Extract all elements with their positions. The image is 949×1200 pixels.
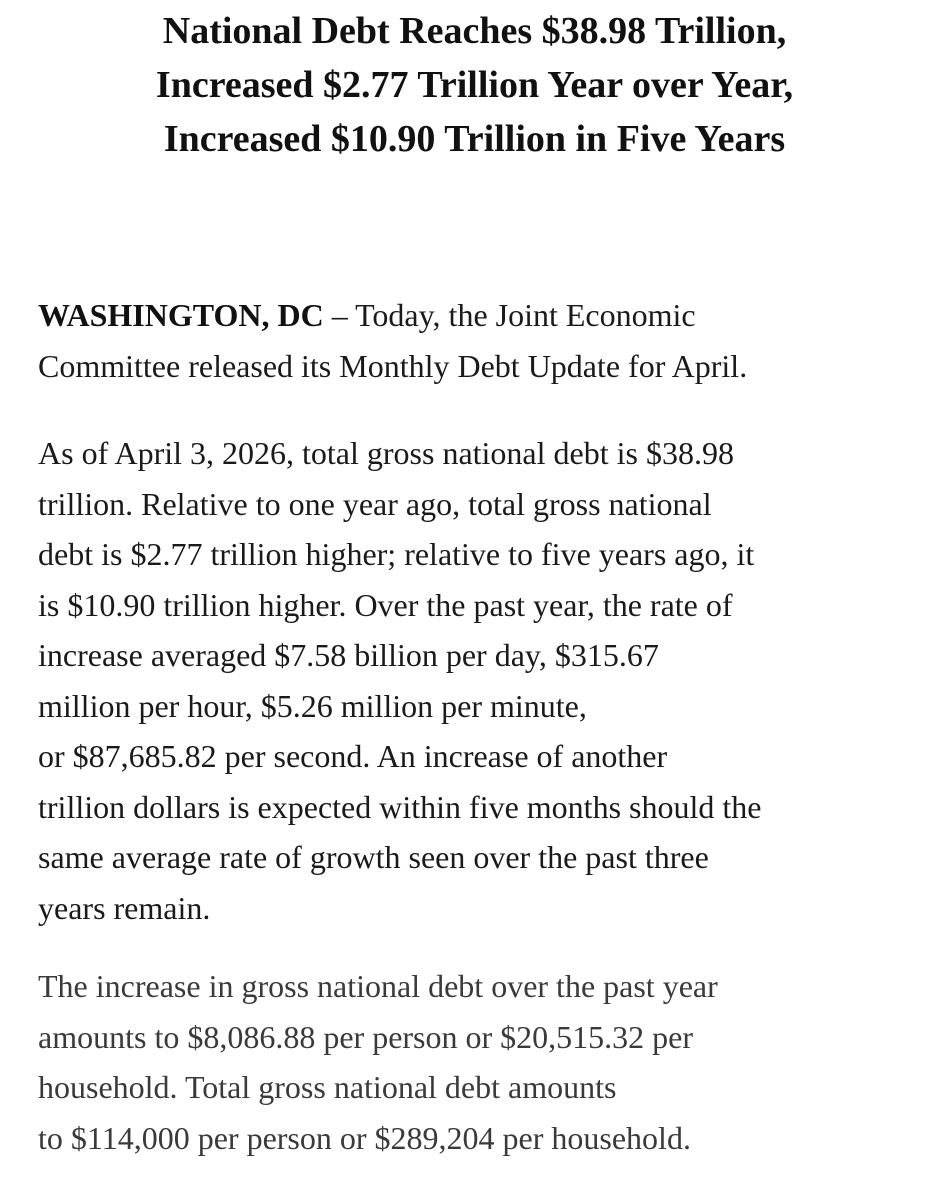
per-capita-line: The increase in gross national debt over the past year [38, 968, 718, 1004]
headline-line-1: National Debt Reaches $38.98 Trillion, [162, 10, 787, 52]
headline-line-2: Increased $2.77 Trillion Year over Year, [155, 64, 794, 106]
intro-line-2: Committee released its Monthly Debt Update for April. [38, 347, 748, 384]
debt-line: trillion dollars is expected within five months should the [38, 788, 762, 825]
intro-paragraph [38, 290, 918, 391]
intro-line-1 [38, 290, 918, 341]
headline-line-3: Increased $10.90 Trillion in Five Years [163, 118, 786, 160]
debt-line: years remain. [38, 889, 211, 926]
per-capita-paragraph [38, 961, 918, 1163]
debt-line: trillion. Relative to one year ago, total gross national [38, 485, 712, 522]
debt-line: debt is $2.77 trillion higher; relative to five years ago, it [38, 536, 755, 572]
debt-figures-paragraph [38, 428, 918, 933]
debt-line: increase averaged $7.58 billion per day, $315.67 [38, 637, 659, 673]
debt-line: million per hour, $5.26 million per minute, [38, 687, 587, 724]
intro-line-1-text: – Today, the Joint Economic [323, 297, 696, 333]
debt-line: As of April 3, 2026, total gross national debt is $38.98 [38, 435, 734, 471]
per-capita-line: to $114,000 per person or $289,204 per household. [38, 1119, 691, 1156]
headline [0, 0, 949, 166]
per-capita-line: household. Total gross national debt amounts [38, 1069, 617, 1105]
dateline: WASHINGTON, DC [38, 297, 324, 333]
per-capita-line: amounts to $8,086.88 per person or $20,515.32 per [38, 1018, 694, 1055]
debt-line: or $87,685.82 per second. An increase of another [38, 738, 668, 774]
debt-line: same average rate of growth seen over the past three [38, 839, 709, 875]
debt-line: is $10.90 trillion higher. Over the past year, the rate of [38, 586, 733, 623]
